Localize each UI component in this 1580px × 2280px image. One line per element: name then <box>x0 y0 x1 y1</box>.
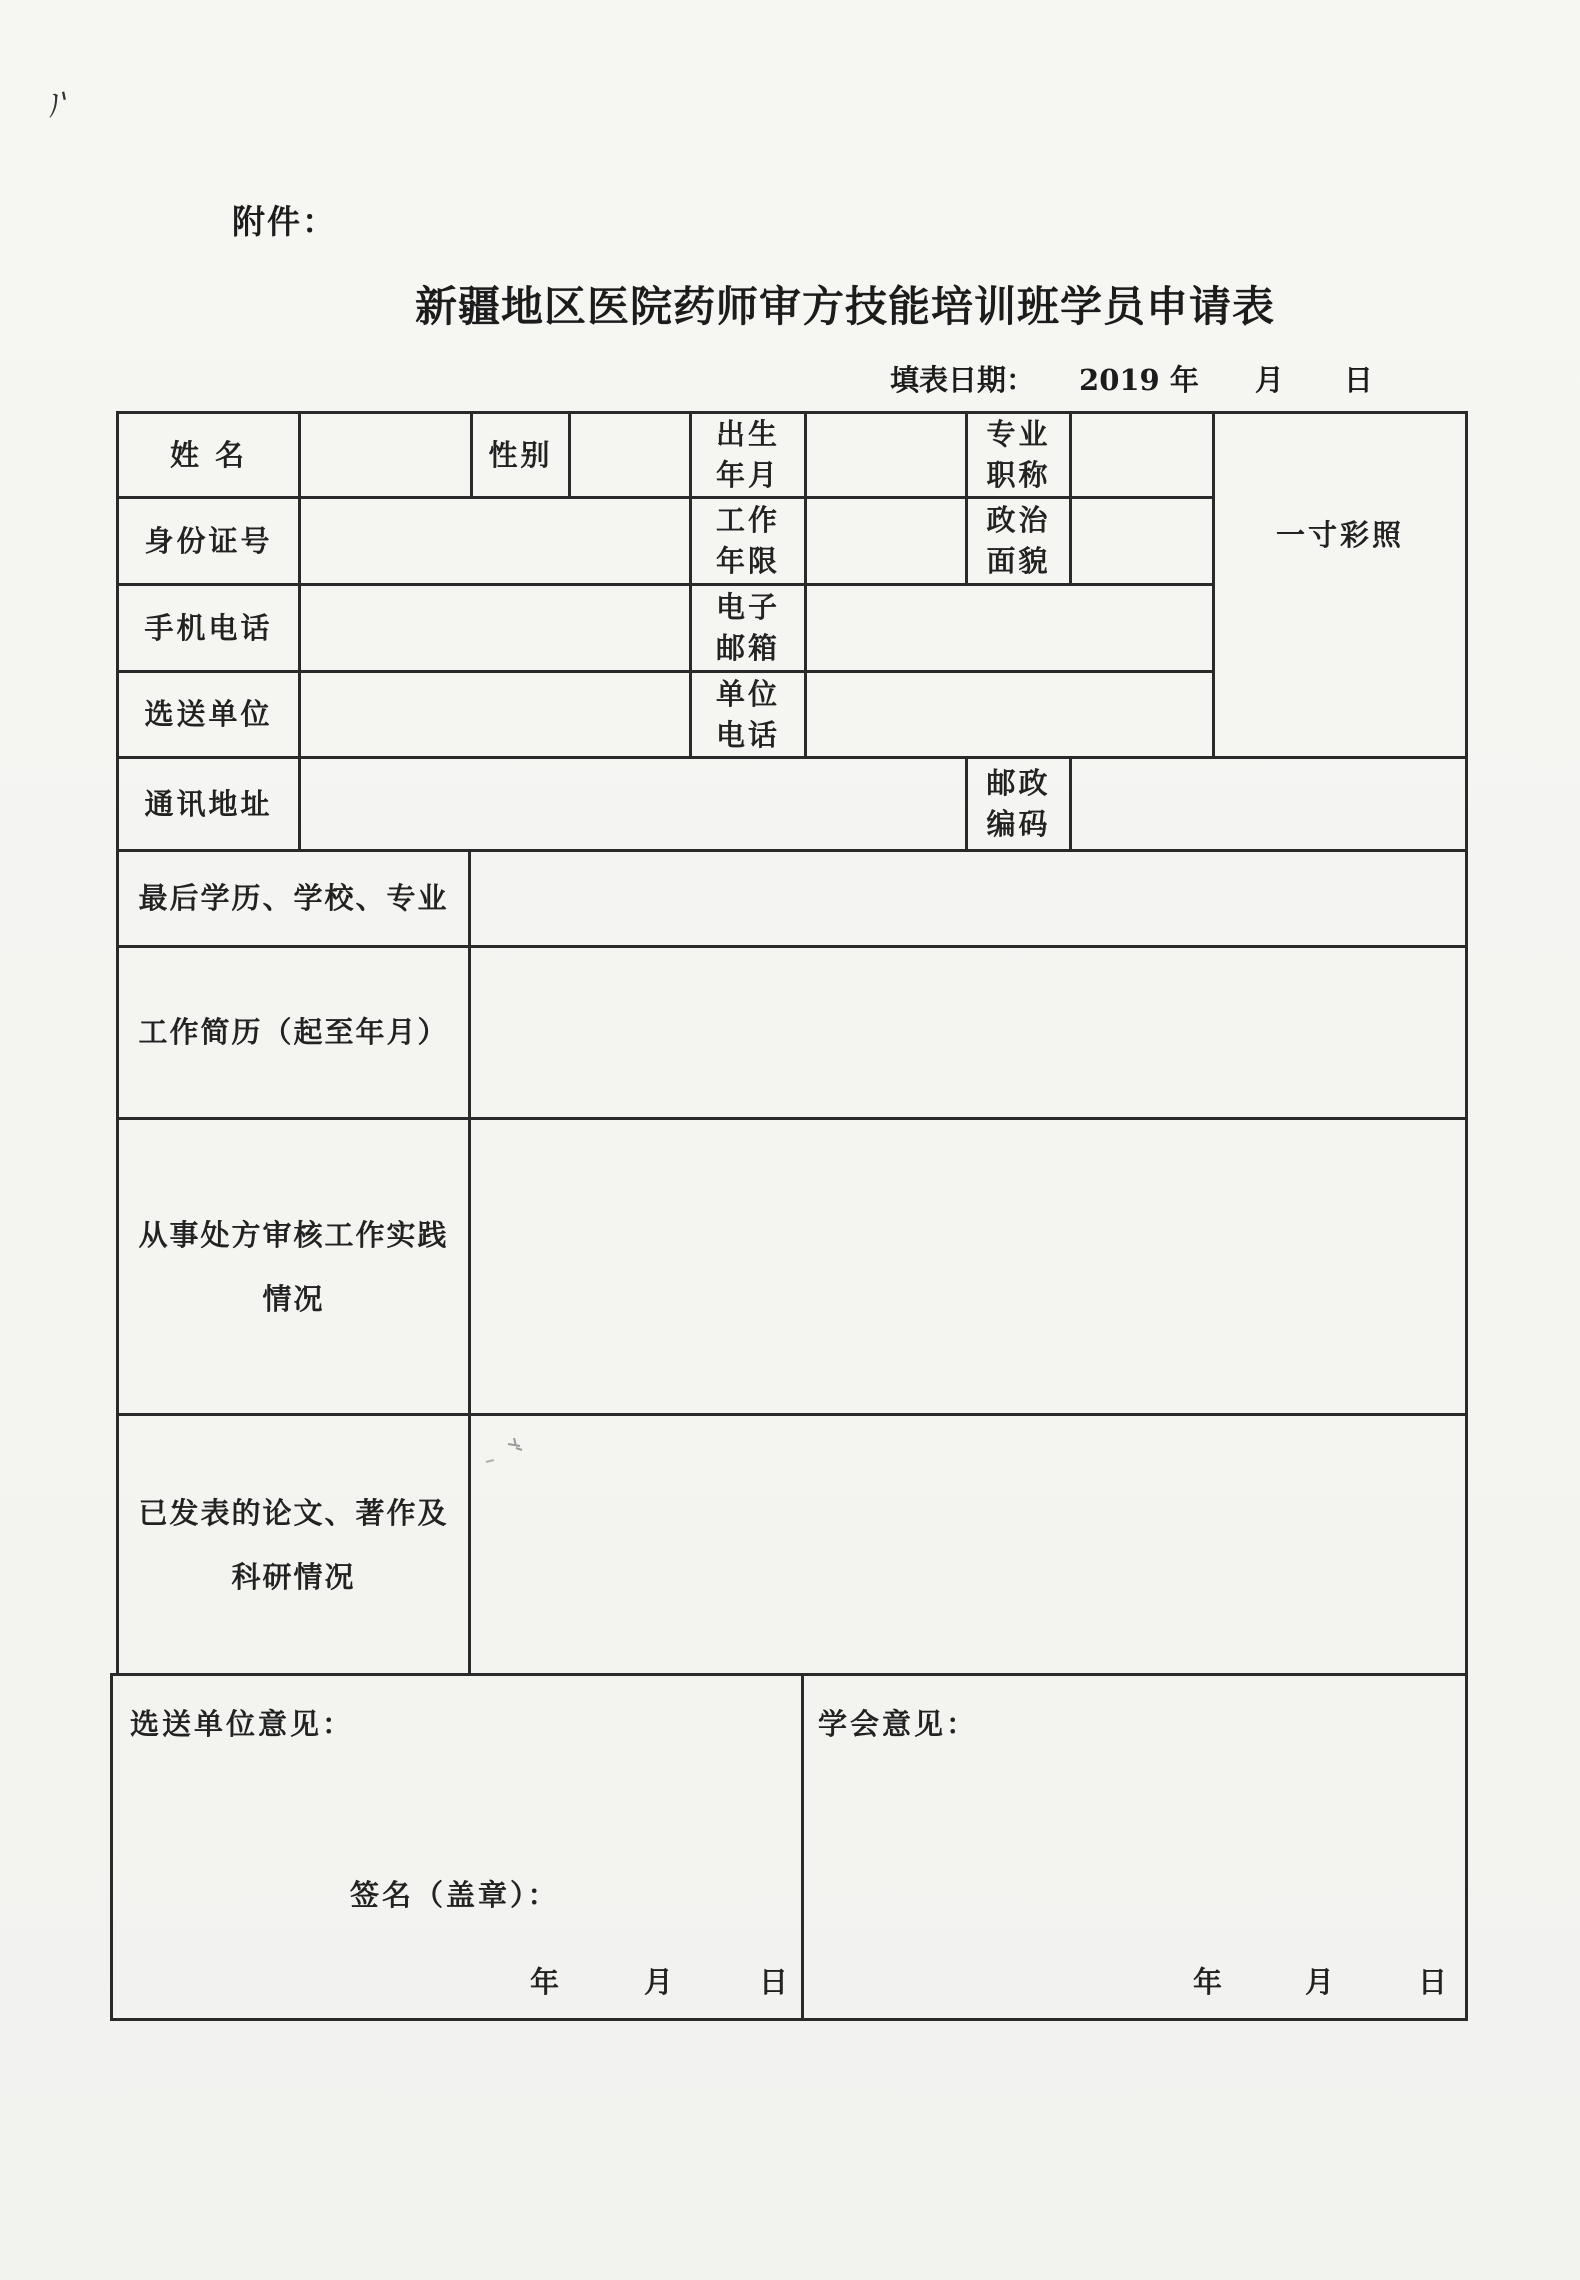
birth-label-line-1: 出生 <box>715 417 780 451</box>
postcode-label-line-2: 编码 <box>986 807 1051 841</box>
gender-label: 性别 <box>488 437 553 472</box>
unit-date-year: 年 <box>530 1965 563 1999</box>
society-date-year: 年 <box>1193 1965 1226 1999</box>
work-years-label <box>692 499 804 583</box>
sending-unit-field[interactable] <box>301 673 689 756</box>
unit-date-day: 日 <box>759 1965 792 1999</box>
papers-label-line-2: 科研情况 <box>231 1559 356 1594</box>
fill-date-day-unit: 日 <box>1343 363 1373 397</box>
fill-date-year-unit: 年 <box>1169 363 1199 397</box>
unit-phone-label-line-2: 电话 <box>715 717 780 752</box>
practice-label <box>119 1120 468 1413</box>
political-status-label-line-2: 面貌 <box>986 544 1051 578</box>
birth-field[interactable] <box>807 414 965 496</box>
unit-phone-label <box>692 673 804 756</box>
fill-date-year: 2019 <box>1079 363 1160 397</box>
email-label <box>692 586 804 670</box>
unit-phone-label-line-1: 单位 <box>715 676 780 711</box>
gender-field[interactable] <box>571 414 689 496</box>
work-history-label: 工作简历（起至年月） <box>138 1015 449 1050</box>
mailing-address-label: 通讯地址 <box>144 786 273 821</box>
work-history-field[interactable] <box>471 948 1465 1117</box>
id-number-label: 身份证号 <box>144 523 273 558</box>
postcode-field[interactable] <box>1072 759 1465 849</box>
professional-title-label-line-2: 职称 <box>986 458 1051 492</box>
fill-date-month-unit: 月 <box>1254 363 1284 397</box>
postcode-label-line-1: 邮政 <box>986 766 1051 800</box>
photo-placeholder <box>1215 414 1465 756</box>
postcode-label <box>968 759 1069 849</box>
practice-label-line-1: 从事处方审核工作实践 <box>138 1217 449 1252</box>
photo-label: 一寸彩照 <box>1275 517 1404 552</box>
name-field[interactable] <box>301 414 470 496</box>
birth-label <box>692 414 804 496</box>
papers-label <box>119 1416 468 1673</box>
professional-title-field[interactable] <box>1072 414 1212 496</box>
sending-unit-label: 选送单位 <box>144 697 273 732</box>
society-date-day: 日 <box>1418 1965 1451 1999</box>
stray-pen-mark: ﾉ' <box>43 85 74 125</box>
professional-title-label-line-1: 专业 <box>986 417 1051 451</box>
email-field[interactable] <box>807 586 1212 670</box>
unit-opinion-area[interactable] <box>113 1676 801 2018</box>
education-label: 最后学历、学校、专业 <box>138 881 449 916</box>
political-status-label <box>968 499 1069 583</box>
practice-field[interactable] <box>471 1120 1465 1413</box>
education-field[interactable] <box>471 852 1465 945</box>
email-label-line-1: 电子 <box>715 590 780 624</box>
mobile-phone-label: 手机电话 <box>144 610 273 645</box>
unit-date-month: 月 <box>644 1965 677 1999</box>
birth-label-line-2: 年月 <box>715 458 780 492</box>
form-title: 新疆地区医院药师审方技能培训班学员申请表 <box>414 282 1275 331</box>
society-opinion-area[interactable] <box>804 1676 1465 2018</box>
work-years-field[interactable] <box>807 499 965 583</box>
political-status-label-line-1: 政治 <box>986 503 1051 537</box>
attachment-label: 附件： <box>232 202 337 241</box>
work-years-label-line-2: 年限 <box>715 544 780 578</box>
mailing-address-field[interactable] <box>301 759 965 849</box>
society-date-month: 月 <box>1305 1965 1338 1999</box>
unit-opinion-label: 选送单位意见： <box>130 1707 355 1741</box>
work-years-label-line-1: 工作 <box>715 503 780 537</box>
signature-label: 签名（盖章）： <box>350 1878 560 1912</box>
id-number-field[interactable] <box>301 499 689 583</box>
practice-label-line-2: 情况 <box>262 1281 325 1316</box>
email-label-line-2: 邮箱 <box>715 631 780 665</box>
papers-field[interactable] <box>471 1416 1465 1673</box>
unit-phone-field[interactable] <box>807 673 1212 756</box>
name-label: 姓 名 <box>169 437 248 472</box>
scan-speck-mark <box>480 1432 528 1472</box>
mobile-phone-field[interactable] <box>301 586 689 670</box>
political-status-field[interactable] <box>1072 499 1212 583</box>
papers-label-line-1: 已发表的论文、著作及 <box>138 1495 449 1530</box>
professional-title-label <box>968 414 1069 496</box>
society-opinion-label: 学会意见： <box>818 1707 979 1741</box>
fill-date-label: 填表日期： <box>890 363 1036 397</box>
